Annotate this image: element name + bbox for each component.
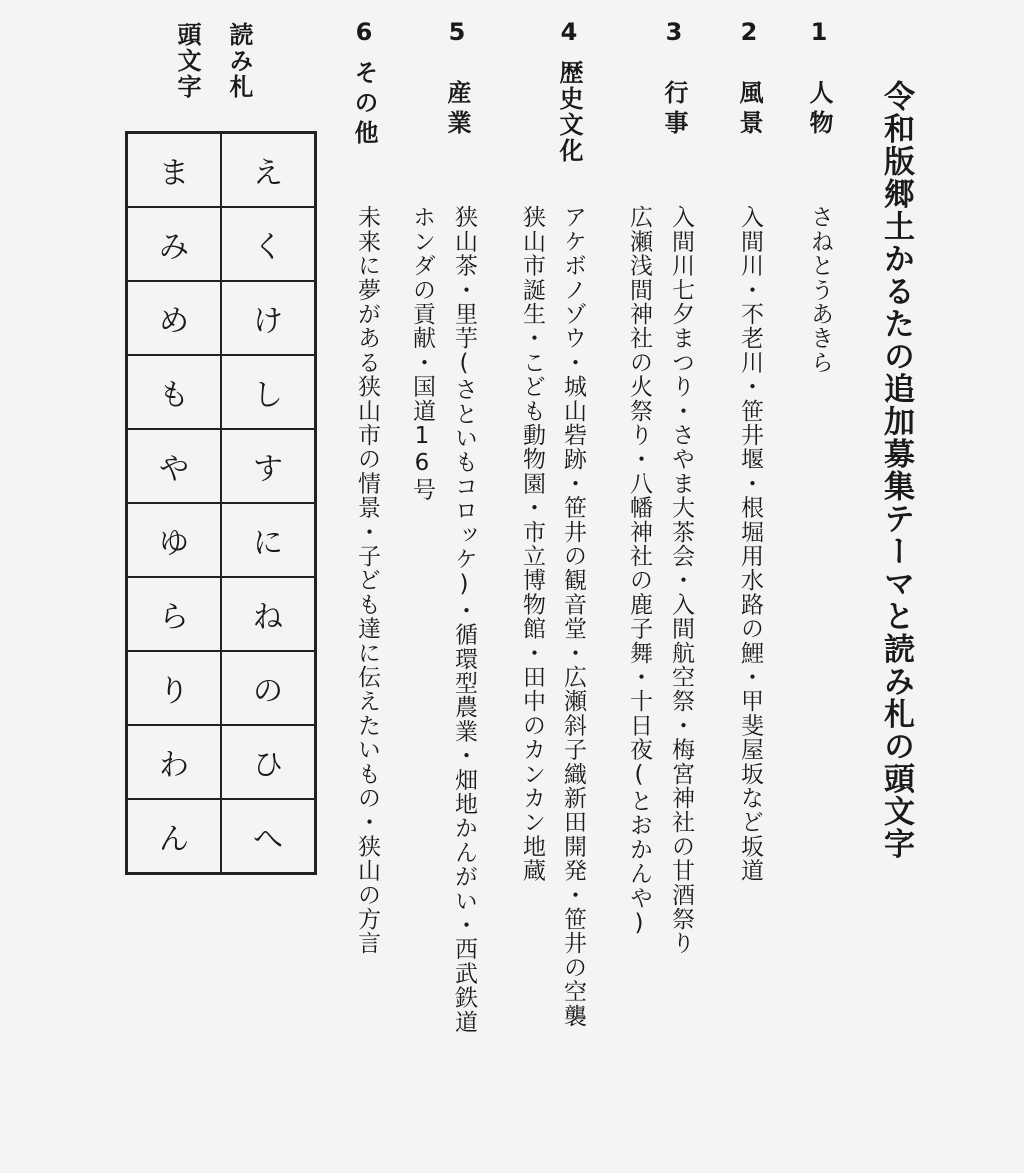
initial-cell: や	[127, 429, 221, 503]
theme-category: 人物	[805, 80, 833, 140]
theme-number: 5	[443, 18, 471, 46]
theme-category: 風景	[735, 80, 763, 140]
initial-cell: ね	[221, 577, 315, 651]
theme-line: さねとうあきら	[807, 205, 833, 375]
theme-category: 産業	[443, 80, 471, 140]
initial-cell: み	[127, 207, 221, 281]
initial-cell: ん	[127, 799, 221, 873]
theme-line: 狭山市誕生・こども動物園・市立博物館・田中のカンカン地蔵	[519, 205, 545, 883]
initial-cell: く	[221, 207, 315, 281]
initial-cell: え	[221, 133, 315, 207]
initial-cell: も	[127, 355, 221, 429]
theme-category: 歴史文化	[555, 60, 583, 164]
initial-cell: ひ	[221, 725, 315, 799]
theme-line: 狭山茶・里芋(さといもコロッケ)・循環型農業・畑地かんがい・西武鉄道	[451, 205, 477, 1034]
theme-line: 入間川・不老川・笹井堰・根堀用水路の鯉・甲斐屋坂など坂道	[737, 205, 763, 883]
theme-number: 4	[555, 18, 583, 46]
initial-cell: し	[221, 355, 315, 429]
theme-line: ホンダの貢献・国道16号	[409, 205, 435, 502]
theme-number: 6	[350, 18, 378, 46]
theme-category: 行事	[660, 80, 688, 140]
theme-line: 入間川七夕まつり・さやま大茶会・入間航空祭・梅宮神社の甘酒祭り	[668, 205, 694, 956]
theme-number: 3	[660, 18, 688, 46]
theme-line: アケボノゾウ・城山砦跡・笹井の観音堂・広瀬斜子織新田開発・笹井の空襲	[560, 205, 586, 1028]
initial-cell: り	[127, 651, 221, 725]
theme-line: 広瀬浅間神社の火祭り・八幡神社の鹿子舞・十日夜(とおかんや)	[626, 205, 652, 937]
theme-number: 1	[805, 18, 833, 46]
initial-cell: け	[221, 281, 315, 355]
initial-cell: ま	[127, 133, 221, 207]
page-title: 令和版郷土かるたの追加募集テーマと読み札の頭文字	[878, 80, 914, 860]
initials-grid	[125, 131, 317, 875]
theme-category: その他	[350, 60, 378, 150]
initial-cell: に	[221, 503, 315, 577]
initial-cell: す	[221, 429, 315, 503]
initial-cell: ら	[127, 577, 221, 651]
initials-header: 頭文字	[173, 22, 201, 100]
theme-line: 未来に夢がある狭山市の情景・子ども達に伝えたいもの・狭山の方言	[354, 205, 380, 956]
initial-cell: わ	[127, 725, 221, 799]
initial-cell: め	[127, 281, 221, 355]
initials-header: 読み札	[225, 22, 253, 100]
initial-cell: へ	[221, 799, 315, 873]
initial-cell: の	[221, 651, 315, 725]
theme-number: 2	[735, 18, 763, 46]
initial-cell: ゆ	[127, 503, 221, 577]
